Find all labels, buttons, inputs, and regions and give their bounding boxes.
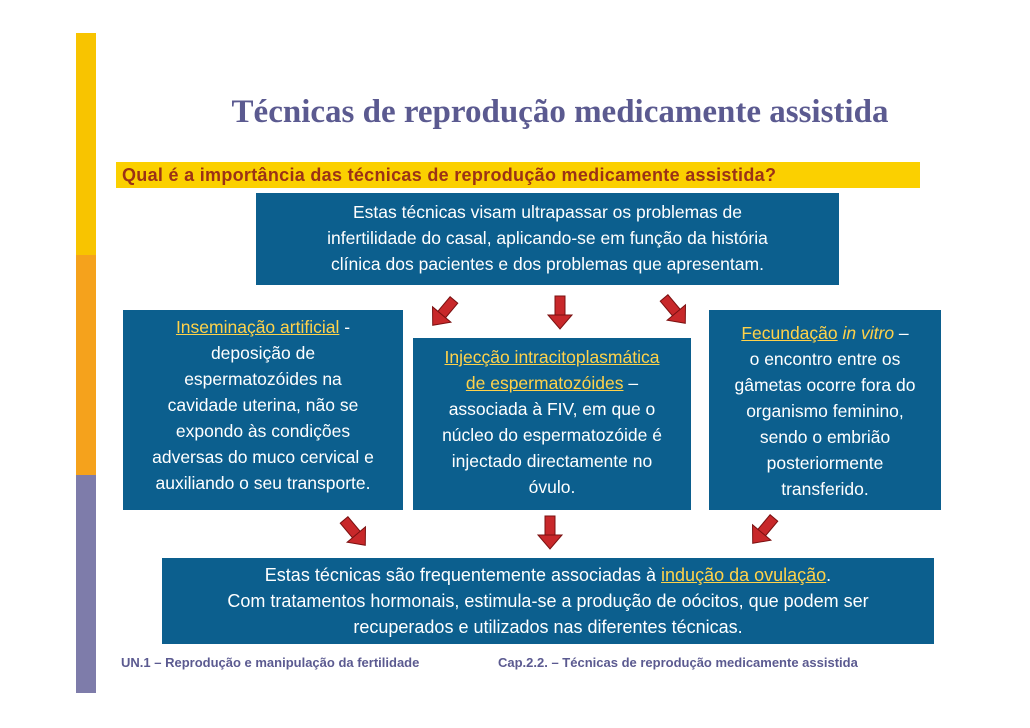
mid-box-line: óvulo. [528,477,576,497]
arrow-down-right-icon [660,294,690,328]
mid-box-dash: – [623,373,639,393]
footer-chapter: Cap.2.2. – Técnicas de reprodução medicamente assistida [498,655,858,670]
left-box-line: deposição de [210,343,316,363]
arrow-down-icon [545,296,575,330]
mid-box-line: associada à FIV, em que o [448,399,656,419]
decor-stripe-orange [76,255,96,475]
right-box-line: gâmetas ocorre fora do [734,375,916,395]
intro-line-2: infertilidade do casal, aplicando-se em função da história [327,228,768,248]
summary-line-3: recuperados e utilizados nas diferentes técnicas. [353,617,743,637]
right-box-term-italic: in vitro [842,323,895,343]
left-box-line: expondo às condições [175,421,351,441]
summary-box [162,558,934,644]
mid-box-term-line-1: Injecção intracitoplasmática [444,347,660,367]
right-box-line: o encontro entre os [749,349,901,369]
right-box-line: posteriormente [766,453,884,473]
icsi-box [413,338,691,510]
summary-line-1-text: Estas técnicas são frequentemente associadas à [264,565,662,585]
right-box-line: sendo o embrião [759,427,891,447]
right-box-line: transferido. [781,479,869,499]
right-box-dash: – [894,323,909,343]
left-box-heading [123,314,403,340]
question-bar: Qual é a importância das técnicas de reprodução medicamente assistida? [116,162,920,188]
arrow-down-icon [535,516,565,550]
arrow-down-left-icon [428,296,458,330]
ivf-box [709,310,941,510]
summary-line-1 [162,562,934,588]
arrow-down-right-icon [340,516,370,550]
decor-stripe-purple [76,475,96,693]
left-box-line: cavidade uterina, não se [167,395,359,415]
left-box-dash: - [339,317,351,337]
mid-box-line: injectado directamente no [451,451,653,471]
arrow-down-left-icon [748,514,778,548]
left-box-line: espermatozóides na [184,369,342,389]
intro-line-1: Estas técnicas visam ultrapassar os problemas de [352,202,743,222]
right-box-term: Fecundação [741,323,838,343]
left-box-term: Inseminação artificial [175,317,340,337]
mid-box-line: núcleo do espermatozóide é [442,425,662,445]
mid-box-heading [413,370,691,396]
left-box-line: adversas do muco cervical e [152,447,374,467]
footer-unit: UN.1 – Reprodução e manipulação da fertilidade [121,655,420,670]
page-title: Técnicas de reprodução medicamente assistida [231,94,889,130]
left-box-line: auxiliando o seu transporte. [155,473,371,493]
mid-box-term-line-2: de espermatozóides [465,373,624,393]
ovulation-induction-term: indução da ovulação [661,565,827,585]
artificial-insemination-box [123,310,403,510]
right-box-heading [709,320,941,346]
decor-stripe-yellow [76,33,96,255]
summary-line-1-end: . [826,565,832,585]
summary-line-2: Com tratamentos hormonais, estimula-se a produção de oócitos, que podem ser [227,591,869,611]
intro-line-3: clínica dos pacientes e dos problemas que apresentam. [331,254,764,274]
right-box-line: organismo feminino, [746,401,904,421]
intro-box [256,193,839,285]
